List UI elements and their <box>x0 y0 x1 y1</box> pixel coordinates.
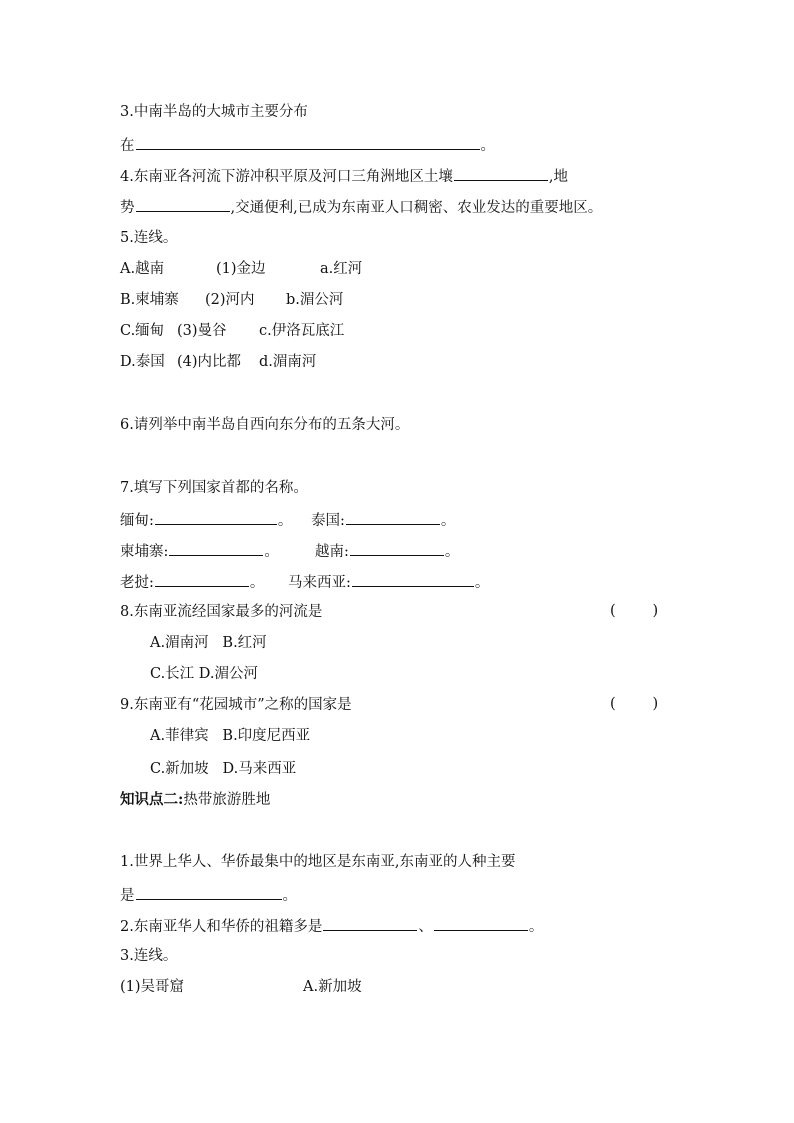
q4-line2 <box>120 197 602 217</box>
q4-line1 <box>120 166 568 186</box>
section-heading <box>120 791 270 809</box>
q8-answer-paren[interactable]: ( ) <box>610 603 659 619</box>
section-label: 知识点二: <box>120 791 184 808</box>
q5-country: C.缅甸 <box>120 323 165 339</box>
s2q3-left: (1)吴哥窟 <box>120 979 185 995</box>
q7-blank[interactable] <box>155 510 277 525</box>
q9-options-2: C.新加坡 D.马来西亚 <box>150 761 297 777</box>
s2q1-prefix: 是 <box>120 888 135 904</box>
q7-end: 。 <box>249 575 265 591</box>
q7-end: 。 <box>277 513 293 529</box>
q3-stem: 3.中南半岛的大城市主要分布 <box>120 104 308 120</box>
q5-river: c.伊洛瓦底江 <box>259 323 345 339</box>
q5-capital: (1)金边 <box>216 261 266 277</box>
q7-end: 。 <box>440 513 456 529</box>
q5-river: b.湄公河 <box>286 292 344 308</box>
q9-options-1: A.菲律宾 B.印度尼西亚 <box>150 728 311 744</box>
q8-stem: 8.东南亚流经国家最多的河流是 <box>120 604 323 620</box>
s2q2-suffix: 。 <box>528 919 544 935</box>
s2q2-mid: 、 <box>418 919 433 935</box>
q5-capital: (4)内比都 <box>177 354 242 370</box>
q7-label: 老挝: <box>120 575 154 591</box>
s2q2-line <box>120 916 543 936</box>
q7-label: 越南: <box>315 544 349 560</box>
s2q1-suffix: 。 <box>282 888 297 904</box>
s2q2-blank-1[interactable] <box>323 916 417 931</box>
q5-river: a.红河 <box>320 261 363 277</box>
q5-country: A.越南 <box>120 261 165 277</box>
q7-label: 马来西亚: <box>288 575 351 591</box>
q5-title: 5.连线。 <box>120 230 178 246</box>
q7-blank[interactable] <box>155 572 249 587</box>
q7-item <box>315 541 459 561</box>
s2q3-title: 3.连线。 <box>120 948 178 964</box>
q7-label: 缅甸: <box>120 513 154 529</box>
q5-country: B.柬埔寨 <box>120 292 179 308</box>
q7-item <box>120 572 264 592</box>
q7-item <box>311 510 455 530</box>
q7-blank[interactable] <box>169 541 263 556</box>
q3-blank[interactable] <box>136 135 480 150</box>
q5-country: D.泰国 <box>120 354 165 370</box>
q4-blank-1[interactable] <box>454 166 548 181</box>
section-title: 热带旅游胜地 <box>183 792 271 808</box>
s2q1-answer-line <box>120 885 297 905</box>
s2q2-prefix: 2.东南亚华人和华侨的祖籍多是 <box>120 919 323 935</box>
q7-blank[interactable] <box>346 510 440 525</box>
q7-item <box>288 572 489 592</box>
q7-item <box>120 510 292 530</box>
q5-capital: (2)河内 <box>205 292 255 308</box>
q3-prefix: 在 <box>120 138 135 154</box>
q3-suffix: 。 <box>480 138 495 154</box>
q8-options-2: C.长江 D.湄公河 <box>150 666 259 682</box>
s2q3-right: A.新加坡 <box>303 979 362 995</box>
q7-label: 柬埔寨: <box>120 544 169 560</box>
q7-end: 。 <box>474 575 490 591</box>
q5-row <box>120 260 164 278</box>
q4-text4: ,交通便利,已成为东南亚人口稠密、农业发达的重要地区。 <box>230 200 603 216</box>
q5-river: d.湄南河 <box>259 354 317 370</box>
q8-options-1: A.湄南河 B.红河 <box>150 635 267 651</box>
s2q1-blank[interactable] <box>136 885 282 900</box>
q6-stem: 6.请列举中南半岛自西向东分布的五条大河。 <box>120 417 410 433</box>
q7-item <box>120 541 279 561</box>
q9-stem: 9.东南亚有“花园城市”之称的国家是 <box>120 697 352 713</box>
q7-label: 泰国: <box>311 513 345 529</box>
q7-end: 。 <box>264 544 279 560</box>
q7-title: 7.填写下列国家首都的名称。 <box>120 480 308 496</box>
q4-text2: ,地 <box>548 169 568 185</box>
s2q2-blank-2[interactable] <box>434 916 528 931</box>
q5-capital: (3)曼谷 <box>177 323 227 339</box>
q4-blank-2[interactable] <box>136 197 230 212</box>
q7-blank[interactable] <box>352 572 474 587</box>
s2q1-stem: 1.世界上华人、华侨最集中的地区是东南亚,东南亚的人种主要 <box>120 854 516 870</box>
q7-end: 。 <box>444 544 460 560</box>
q9-answer-paren[interactable]: ( ) <box>610 696 659 712</box>
q7-blank[interactable] <box>350 541 444 556</box>
q4-text3: 势 <box>120 200 135 216</box>
q4-text1: 4.东南亚各河流下游冲积平原及河口三角洲地区土壤 <box>120 169 453 185</box>
q3-answer-line <box>120 135 495 155</box>
